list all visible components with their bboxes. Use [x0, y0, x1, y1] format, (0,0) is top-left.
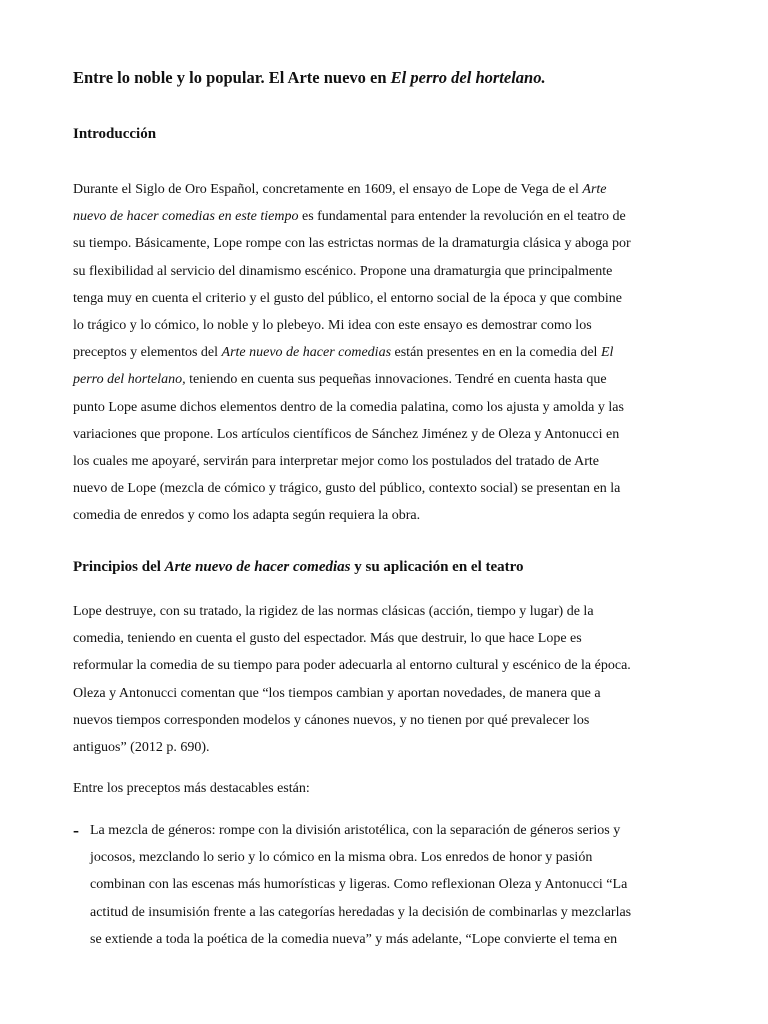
paragraph-line: nuevo de Lope (mezcla de cómico y trágico, gusto del público, contexto social) se presentan en la: [73, 481, 621, 497]
paragraph-line: punto Lope asume dichos elementos dentro de la comedia palatina, como los ajusta y amolda y las: [73, 399, 624, 415]
paragraph-line: comedia, teniendo en cuenta el gusto del espectador. Más que destruir, lo que hace Lope es: [73, 631, 582, 647]
paragraph-line: lo trágico y lo cómico, lo noble y lo plebeyo. Mi idea con este ensayo es demostrar como los: [73, 318, 592, 334]
document-title: [73, 68, 546, 88]
precepts-intro: Entre los preceptos más destacables están:: [73, 781, 310, 796]
paragraph-line: preceptos y elementos del Arte nuevo de hacer comedias están presentes en en la comedia del El: [73, 345, 614, 361]
paragraph-line: su flexibilidad al servicio del dinamismo escénico. Propone una dramaturgia que principalmente: [73, 263, 613, 279]
paragraph-line: reformular la comedia de su tiempo para poder adecuarla al entorno cultural y escénico de la época.: [73, 658, 631, 674]
bullet-line: jocosos, mezclando lo serio y lo cómico en la misma obra. Los enredos de honor y pasión: [90, 850, 593, 866]
title-italic: El perro del hortelano.: [390, 68, 546, 87]
paragraph-line: Durante el Siglo de Oro Español, concretamente en 1609, el ensayo de Lope de Vega de el Arte: [73, 182, 607, 197]
paragraph-line: perro del hortelano, teniendo en cuenta sus pequeñas innovaciones. Tendré en cuenta hasta que: [73, 372, 607, 388]
paragraph-line: comedia de enredos y como los adapta según requiera la obra.: [73, 508, 421, 524]
bullet-line: se extiende a toda la poética de la comedia nueva” y más adelante, “Lope convierte el tema en: [90, 931, 618, 947]
title-text: Entre lo noble y lo popular. El Arte nuevo en: [73, 68, 391, 87]
section2-heading: Principios del Arte nuevo de hacer comedias y su aplicación en el teatro: [73, 559, 524, 575]
paragraph-line: nuevo de hacer comedias en este tiempo es fundamental para entender la revolución en el teatro de: [73, 209, 626, 225]
bullet-item: [90, 817, 698, 953]
bullet-line: combinan con las escenas más humorísticas y ligeras. Como reflexionan Oleza y Antonucci “La: [90, 877, 628, 893]
paragraph-line: su tiempo. Básicamente, Lope rompe con las estrictas normas de la dramaturgia clásica y aboga por: [73, 236, 631, 252]
paragraph-line: antiguos” (2012 p. 690).: [73, 740, 210, 756]
paragraph-line: Lope destruye, con su tratado, la rigidez de las normas clásicas (acción, tiempo y lugar) de la: [73, 604, 594, 619]
bullet-marker: -: [73, 820, 79, 840]
paragraph-line: variaciones que propone. Los artículos científicos de Sánchez Jiménez y de Oleza y Antonucci en: [73, 426, 620, 442]
section2-paragraph: [73, 598, 697, 761]
bullet-line: actitud de insumisión frente a las categorías heredadas y la decisión de combinarlas y mezclarlas: [90, 904, 632, 920]
paragraph-line: los cuales me apoyaré, servirán para interpretar mejor como los postulados del tratado de Arte: [73, 454, 599, 470]
paragraph-line: Oleza y Antonucci comentan que “los tiempos cambian y aportan novedades, de manera que a: [73, 685, 601, 701]
intro-heading: Introducción: [73, 126, 157, 142]
intro-paragraph: [73, 176, 697, 530]
paragraph-line: nuevos tiempos corresponden modelos y cánones nuevos, y no tienen por qué prevalecer los: [73, 712, 590, 728]
paragraph-line: tenga muy en cuenta el criterio y el gusto del público, el entorno social de la época y que combine: [73, 290, 622, 306]
bullet-line: La mezcla de géneros: rompe con la división aristotélica, con la separación de géneros serios y: [90, 823, 621, 838]
